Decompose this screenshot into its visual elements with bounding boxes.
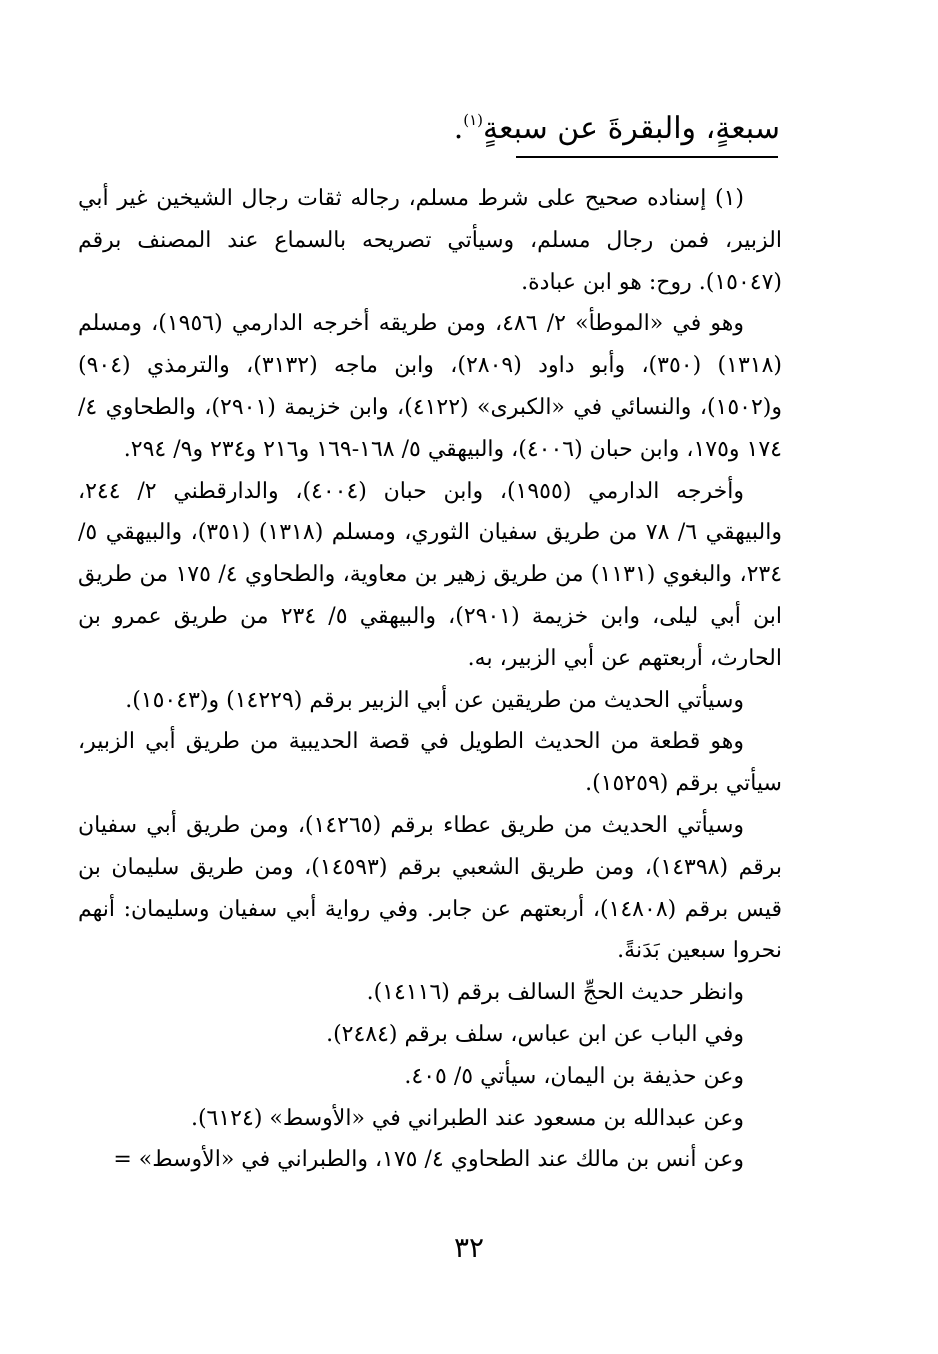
page-number: ٣٢ (453, 1231, 485, 1264)
footnote-divider (516, 156, 778, 158)
footnote-paragraph: وهو قطعة من الحديث الطويل في قصة الحديبية من طريق أبي الزبير، سيأتي برقم (١٥٢٥٩). (78, 729, 782, 797)
main-text: سبعةٍ، والبقرةَ عن سبعةٍ (483, 111, 780, 146)
footnote-paragraph: وعن أنس بن مالك عند الطحاوي ٤/ ١٧٥، والطبراني في «الأوسط» = (113, 1147, 744, 1173)
footnotes (78, 178, 782, 1181)
footnote-paragraph: وسيأتي الحديث من طريقين عن أبي الزبير برقم (١٤٢٢٩) و(١٥٠٤٣). (125, 687, 744, 713)
footnote-paragraph: وأخرجه الدارمي (١٩٥٥)، وابن حبان (٤٠٠٤)، والدارقطني ٢/ ٢٤٤، والبيهقي ٦/ ٧٨ من طريق سفيان الثوري، ومسلم (١٣١٨) (٣٥١)، والبيهقي ٥/ ٢٣٤، والبغوي (١١٣١) من طريق زهير بن معاوية، والطحاوي ٤/ ١٧٥ من طريق ابن أبي ليلى، وابن خزيمة (٢٩٠١)، والبيهقي ٥/ ٢٣٤ من طريق عمرو بن الحارث، أربعتهم عن أبي الزبير، به. (78, 478, 783, 671)
footnote-paragraph: وعن حذيفة بن اليمان، سيأتي ٥/ ٤٠٥. (404, 1063, 744, 1089)
footnote-paragraph: وسيأتي الحديث من طريق عطاء برقم (١٤٢٦٥)، ومن طريق أبي سفيان برقم (١٤٣٩٨)، ومن طريق الشعبي برقم (١٤٥٩٣)، ومن طريق سليمان بن قيس برقم (١٤٨٠٨)، أربعتهم عن جابر. وفي رواية أبي سفيان وسليمان: أنهم نحروا سبعين بَدَنةً. (78, 812, 782, 964)
footnote-paragraph: وانظر حديث الحجِّ السالف برقم (١٤١١٦). (366, 980, 744, 1006)
main-text-line (80, 100, 780, 149)
footnote-marker: (١) (463, 111, 484, 129)
footnote-paragraph: (١) إسناده صحيح على شرط مسلم، رجاله ثقات رجال الشيخين غير أبي الزبير، فمن رجال مسلم، وسيأتي تصريحه بالسماع عند المصنف برقم (١٥٠٤٧). روح: هو ابن عبادة. (78, 186, 782, 295)
footnote-paragraph: وعن عبدالله بن مسعود عند الطبراني في «الأوسط» (٦١٢٤). (190, 1105, 744, 1131)
footnote-paragraph: وهو في «الموطأ» ٢/ ٤٨٦، ومن طريقه أخرجه الدارمي (١٩٥٦)، ومسلم (١٣١٨) (٣٥٠)، وأبو داود (٢٨٠٩)، وابن ماجه (٣١٣٢)، والترمذي (٩٠٤) و(١٥٠٢)، والنسائي في «الكبرى» (٤١٢٢)، وابن خزيمة (٢٩٠١)، والطحاوي ٤/ ١٧٤ و١٧٥، وابن حبان (٤٠٠٦)، والبيهقي ٥/ ١٦٨-١٦٩ و٢١٦ و٢٣٤ و٩/ ٢٩٤. (78, 311, 783, 462)
main-text-end: . (453, 111, 464, 146)
footnote-paragraph: وفي الباب عن ابن عباس، سلف برقم (٢٤٨٤). (326, 1021, 744, 1047)
